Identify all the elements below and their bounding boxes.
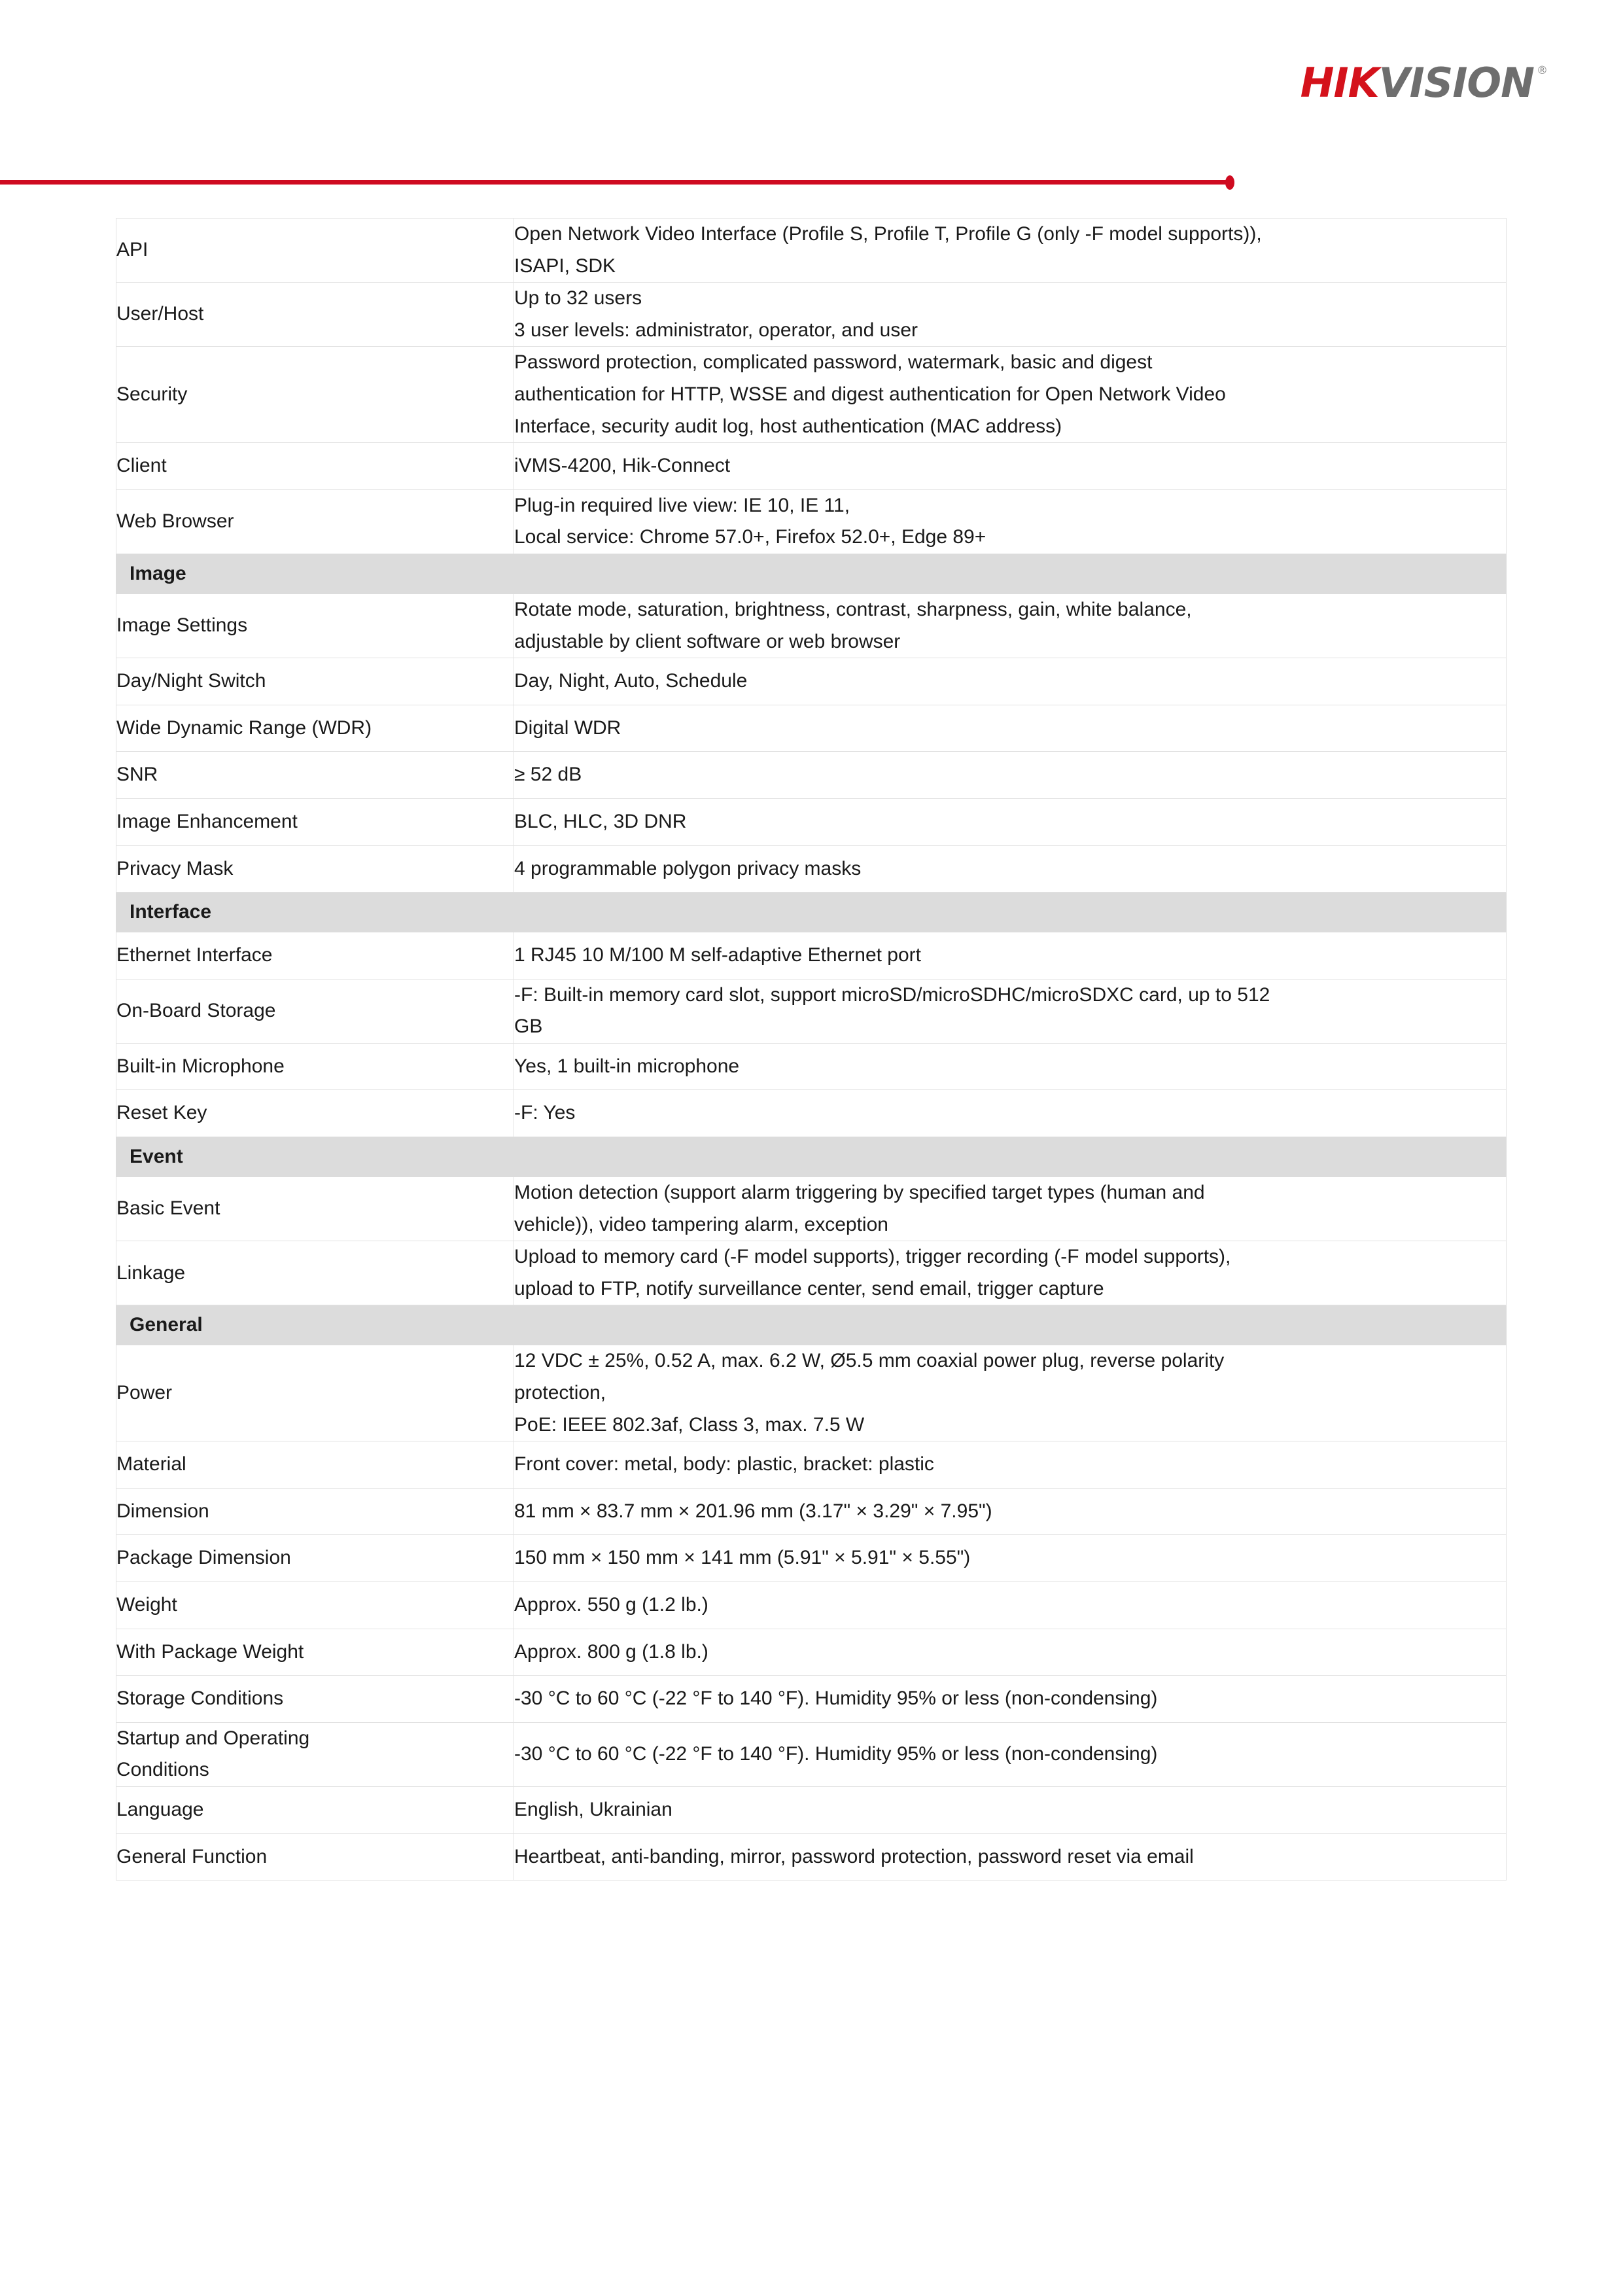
spec-value-line: -F: Yes: [514, 1102, 576, 1124]
spec-label-cell: [116, 752, 514, 799]
spec-value-cell: [514, 1722, 1507, 1786]
spec-value-line: GB: [514, 1016, 543, 1038]
table-row: [116, 1345, 1507, 1441]
spec-label-cell: [116, 1535, 514, 1582]
spec-label-line: Reset Key: [116, 1102, 207, 1124]
spec-label-line: User/Host: [116, 303, 204, 325]
spec-value-cell: [514, 1833, 1507, 1881]
table-row: [116, 1629, 1507, 1676]
spec-value-cell: [514, 1090, 1507, 1137]
section-header-label: Interface: [116, 892, 1507, 932]
table-row: [116, 1241, 1507, 1305]
table-row: [116, 1786, 1507, 1833]
spec-value-cell: [514, 1786, 1507, 1833]
table-row: [116, 705, 1507, 752]
spec-label-line: On-Board Storage: [116, 999, 276, 1021]
spec-value-cell: [514, 845, 1507, 892]
spec-label-line: API: [116, 239, 148, 261]
spec-value-line: Open Network Video Interface (Profile S, Profile T, Profile G (only -F model supports)),: [514, 223, 1262, 245]
spec-label-cell: [116, 1177, 514, 1241]
table-row: [116, 347, 1507, 443]
spec-label-line: Client: [116, 455, 167, 477]
spec-label-line: Startup and Operating: [116, 1727, 310, 1749]
table-row: [116, 1177, 1507, 1241]
spec-label-cell: [116, 798, 514, 845]
table-row: [116, 1535, 1507, 1582]
spec-label-line: Ethernet Interface: [116, 944, 273, 966]
spec-label-cell: [116, 1786, 514, 1833]
spec-label-cell: [116, 1833, 514, 1881]
registered-trademark-icon: ®: [1537, 64, 1548, 77]
spec-value-cell: [514, 1241, 1507, 1305]
spec-value-line: 150 mm × 150 mm × 141 mm (5.91" × 5.91" × 5.55"): [514, 1547, 971, 1569]
spec-value-line: Upload to memory card (-F model supports), trigger recording (-F model supports),: [514, 1246, 1231, 1268]
table-row: [116, 283, 1507, 347]
spec-value-line: Plug-in required live view: IE 10, IE 11,: [514, 494, 850, 516]
spec-value-line: Heartbeat, anti-banding, mirror, password protection, password reset via email: [514, 1845, 1194, 1867]
spec-label-line: Conditions: [116, 1759, 209, 1781]
spec-value-line: -30 °C to 60 °C (-22 °F to 140 °F). Humidity 95% or less (non-condensing): [514, 1743, 1158, 1765]
spec-label-cell: [116, 1241, 514, 1305]
spec-label-cell: [116, 1441, 514, 1489]
spec-value-cell: [514, 1629, 1507, 1676]
specification-table-container: [116, 218, 1507, 1881]
spec-label-line: Web Browser: [116, 510, 234, 533]
table-row: [116, 1722, 1507, 1786]
table-row: [116, 593, 1507, 658]
section-header-row: [116, 892, 1507, 932]
spec-value-line: adjustable by client software or web browser: [514, 630, 901, 652]
spec-value-line: Front cover: metal, body: plastic, bracket: plastic: [514, 1453, 934, 1475]
table-row: [116, 1441, 1507, 1489]
table-row: [116, 979, 1507, 1043]
spec-value-line: Local service: Chrome 57.0+, Firefox 52.0+, Edge 89+: [514, 526, 986, 548]
spec-value-cell: [514, 752, 1507, 799]
spec-value-cell: [514, 283, 1507, 347]
spec-value-line: protection,: [514, 1382, 606, 1404]
section-header-label: Image: [116, 554, 1507, 593]
spec-value-line: Interface, security audit log, host authentication (MAC address): [514, 415, 1062, 437]
spec-value-cell: [514, 1177, 1507, 1241]
spec-label-cell: [116, 705, 514, 752]
spec-value-cell: [514, 593, 1507, 658]
table-row: [116, 1582, 1507, 1629]
spec-label-cell: [116, 1676, 514, 1723]
spec-label-line: Security: [116, 383, 188, 405]
spec-label-cell: [116, 932, 514, 980]
table-row: [116, 1676, 1507, 1723]
spec-value-line: English, Ukrainian: [514, 1798, 672, 1820]
spec-label-cell: [116, 443, 514, 490]
spec-label-line: Language: [116, 1798, 204, 1820]
spec-value-line: ≥ 52 dB: [514, 764, 582, 786]
spec-label-cell: [116, 1043, 514, 1090]
logo-brand-vision: VISION: [1378, 59, 1534, 107]
spec-label-line: Image Settings: [116, 614, 248, 637]
table-row: [116, 443, 1507, 490]
spec-label-cell: [116, 1722, 514, 1786]
spec-label-cell: [116, 1629, 514, 1676]
spec-value-line: Approx. 550 g (1.2 lb.): [514, 1594, 708, 1616]
section-header-label: General: [116, 1305, 1507, 1345]
spec-value-line: BLC, HLC, 3D DNR: [514, 810, 687, 832]
table-row: [116, 932, 1507, 980]
table-row: [116, 219, 1507, 283]
spec-value-line: Yes, 1 built-in microphone: [514, 1055, 740, 1077]
spec-label-line: Basic Event: [116, 1197, 220, 1220]
table-row: [116, 658, 1507, 705]
spec-value-cell: [514, 1535, 1507, 1582]
spec-label-line: Built-in Microphone: [116, 1055, 285, 1077]
spec-value-cell: [514, 1345, 1507, 1441]
spec-value-line: 12 VDC ± 25%, 0.52 A, max. 6.2 W, Ø5.5 mm coaxial power plug, reverse polarity: [514, 1350, 1225, 1372]
spec-label-line: Weight: [116, 1594, 177, 1616]
spec-value-line: 4 programmable polygon privacy masks: [514, 857, 862, 879]
spec-value-line: vehicle)), video tampering alarm, exception: [514, 1213, 888, 1235]
spec-label-line: Storage Conditions: [116, 1687, 284, 1710]
spec-label-line: General Function: [116, 1845, 268, 1867]
logo-brand-hik: HIK: [1300, 59, 1379, 107]
spec-label-cell: [116, 845, 514, 892]
spec-label-line: Privacy Mask: [116, 857, 234, 879]
section-header-row: [116, 554, 1507, 593]
specification-table: [116, 218, 1507, 1881]
table-row: [116, 1488, 1507, 1535]
spec-value-line: PoE: IEEE 802.3af, Class 3, max. 7.5 W: [514, 1413, 865, 1436]
hikvision-logo: [1300, 59, 1548, 107]
spec-label-line: Day/Night Switch: [116, 670, 266, 692]
spec-label-cell: [116, 593, 514, 658]
spec-label-cell: [116, 1488, 514, 1535]
header-rule-dot-icon: [1225, 175, 1234, 190]
spec-label-line: Power: [116, 1382, 173, 1404]
spec-value-cell: [514, 219, 1507, 283]
spec-value-line: Up to 32 users: [514, 287, 642, 309]
section-header-row: [116, 1305, 1507, 1345]
spec-value-cell: [514, 1441, 1507, 1489]
spec-label-cell: [116, 1582, 514, 1629]
spec-value-line: -F: Built-in memory card slot, support microSD/microSDHC/microSDXC card, up to 512: [514, 983, 1270, 1006]
spec-value-cell: [514, 489, 1507, 554]
spec-label-cell: [116, 1090, 514, 1137]
spec-label-cell: [116, 979, 514, 1043]
section-header-row: [116, 1137, 1507, 1177]
spec-value-cell: [514, 1582, 1507, 1629]
table-row: [116, 1090, 1507, 1137]
spec-value-line: upload to FTP, notify surveillance center, send email, trigger capture: [514, 1277, 1104, 1299]
spec-label-line: Dimension: [116, 1500, 209, 1522]
spec-label-line: With Package Weight: [116, 1640, 304, 1663]
spec-value-cell: [514, 1488, 1507, 1535]
spec-value-cell: [514, 705, 1507, 752]
spec-value-line: Day, Night, Auto, Schedule: [514, 670, 748, 692]
spec-value-line: Motion detection (support alarm triggering by specified target types (human and: [514, 1182, 1205, 1204]
header-rule-line: [0, 180, 1230, 185]
header-divider: [0, 174, 1623, 191]
spec-value-cell: [514, 347, 1507, 443]
spec-label-line: Material: [116, 1453, 186, 1475]
spec-value-line: 3 user levels: administrator, operator, and user: [514, 319, 918, 341]
spec-label-line: Image Enhancement: [116, 810, 298, 832]
spec-value-line: Digital WDR: [514, 716, 621, 739]
spec-label-cell: [116, 347, 514, 443]
spec-label-line: SNR: [116, 764, 158, 786]
spec-label-cell: [116, 283, 514, 347]
spec-value-line: Rotate mode, saturation, brightness, contrast, sharpness, gain, white balance,: [514, 598, 1192, 620]
spec-value-line: authentication for HTTP, WSSE and digest authentication for Open Network Video: [514, 383, 1226, 405]
spec-value-line: Password protection, complicated password, watermark, basic and digest: [514, 351, 1153, 374]
spec-value-cell: [514, 932, 1507, 980]
spec-value-cell: [514, 1676, 1507, 1723]
spec-value-cell: [514, 1043, 1507, 1090]
table-row: [116, 1833, 1507, 1881]
spec-label-cell: [116, 1345, 514, 1441]
table-row: [116, 798, 1507, 845]
spec-value-line: Approx. 800 g (1.8 lb.): [514, 1640, 708, 1663]
spec-label-line: Package Dimension: [116, 1547, 291, 1569]
table-row: [116, 752, 1507, 799]
page-header: [0, 0, 1623, 178]
spec-label-cell: [116, 658, 514, 705]
spec-label-cell: [116, 489, 514, 554]
spec-label-cell: [116, 219, 514, 283]
spec-value-cell: [514, 798, 1507, 845]
spec-value-cell: [514, 979, 1507, 1043]
spec-value-cell: [514, 443, 1507, 490]
table-row: [116, 845, 1507, 892]
spec-value-line: -30 °C to 60 °C (-22 °F to 140 °F). Humidity 95% or less (non-condensing): [514, 1687, 1158, 1710]
section-header-label: Event: [116, 1137, 1507, 1177]
spec-value-line: 81 mm × 83.7 mm × 201.96 mm (3.17" × 3.29" × 7.95"): [514, 1500, 992, 1522]
spec-value-cell: [514, 658, 1507, 705]
spec-label-line: Linkage: [116, 1262, 186, 1284]
spec-value-line: 1 RJ45 10 M/100 M self-adaptive Ethernet port: [514, 944, 922, 966]
spec-value-line: ISAPI, SDK: [514, 255, 616, 277]
table-row: [116, 489, 1507, 554]
spec-value-line: iVMS-4200, Hik-Connect: [514, 455, 731, 477]
table-row: [116, 1043, 1507, 1090]
spec-label-line: Wide Dynamic Range (WDR): [116, 716, 372, 739]
